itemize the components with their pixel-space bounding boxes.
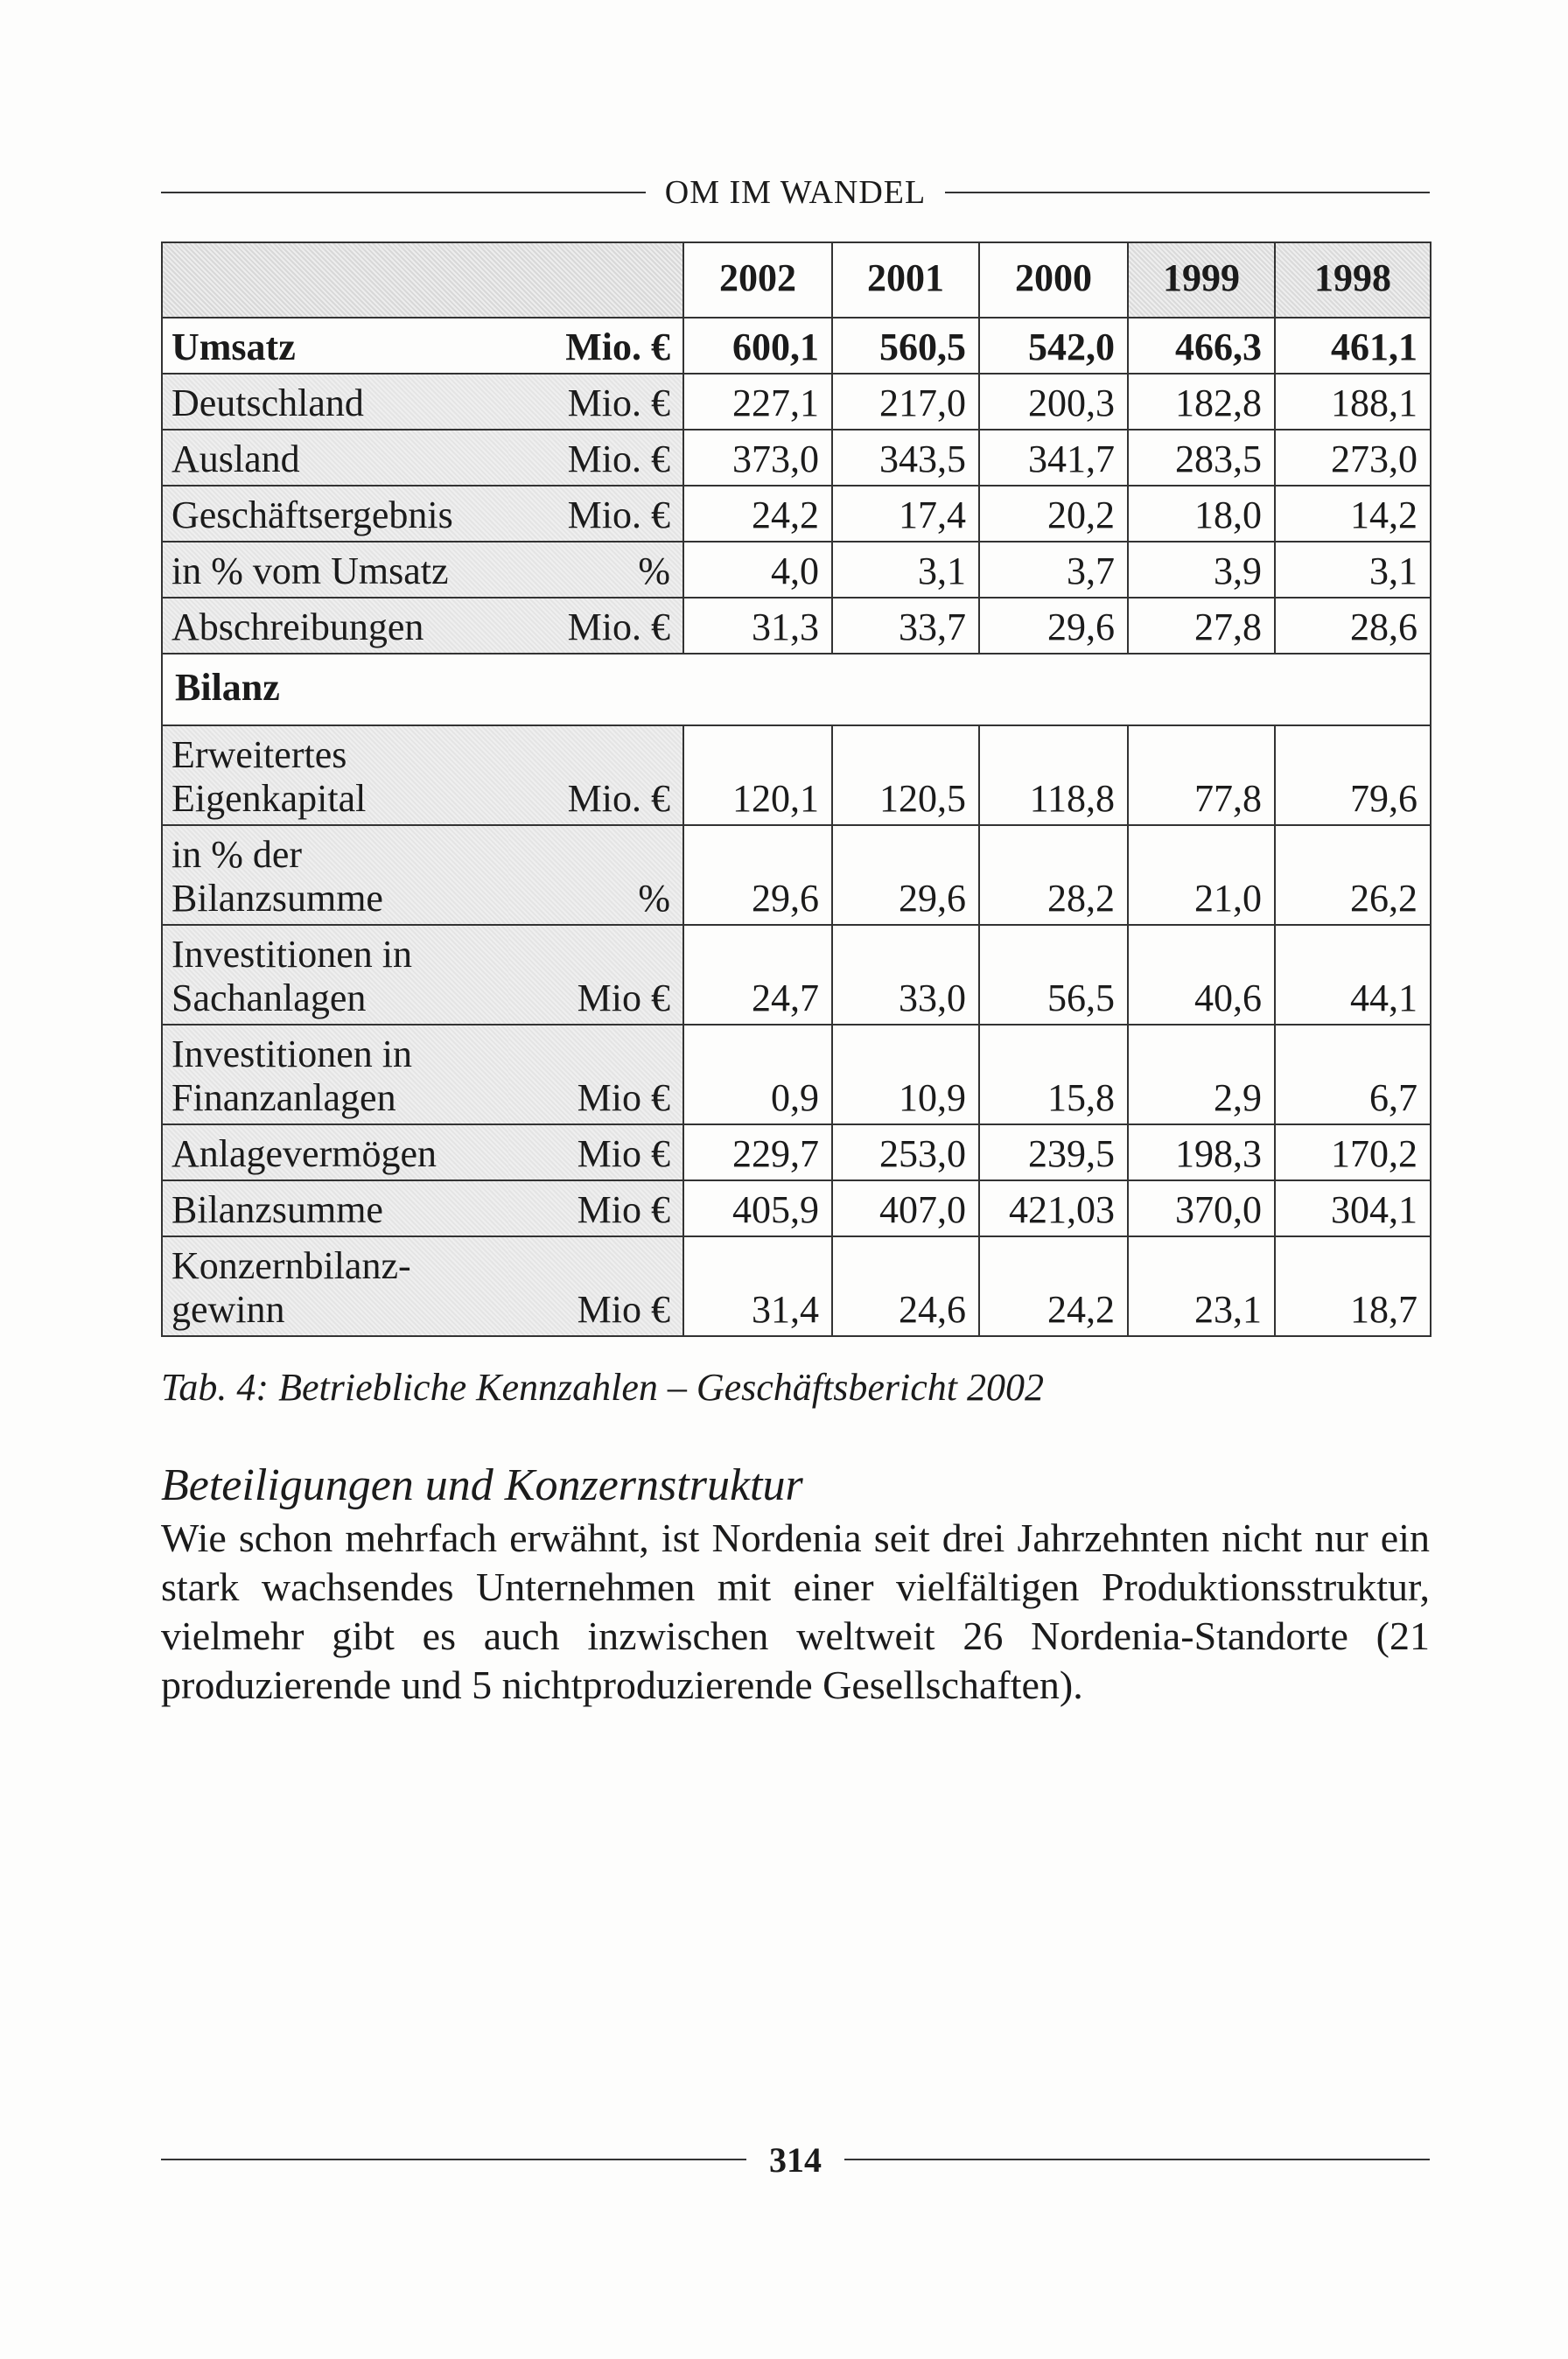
table-cell: 27,8 (1128, 598, 1275, 654)
running-head (161, 168, 1430, 217)
table-row (162, 542, 1431, 598)
table-cell: 253,0 (832, 1124, 979, 1180)
table-cell: 17,4 (832, 486, 979, 542)
table-row (162, 598, 1431, 654)
table-cell: 10,9 (832, 1025, 979, 1124)
table-cell: 229,7 (683, 1124, 832, 1180)
year-header: 2001 (832, 242, 979, 318)
row-label: in % vom Umsatz (162, 542, 508, 598)
header-rule-left (161, 192, 646, 193)
row-label: Anlagevermögen (162, 1124, 508, 1180)
table-cell: 341,7 (979, 430, 1128, 486)
table-corner-cell (162, 242, 683, 318)
table-cell: 405,9 (683, 1180, 832, 1236)
row-unit: % (508, 825, 683, 925)
table-section-row (162, 654, 1431, 725)
row-unit: Mio. € (508, 486, 683, 542)
row-label: Ausland (162, 430, 508, 486)
table-cell: 26,2 (1275, 825, 1431, 925)
row-unit: Mio € (508, 1124, 683, 1180)
body-paragraph: Wie schon mehrfach erwähnt, ist Nordenia seit drei Jahrzehnten nicht nur ein stark wachsendes Unternehmen mit einer vielfältigen Produktionsstruktur, vielmehr gibt es auch inzwischen weltweit 26 Nordenia-Standorte (21 produzierende und 5 nichtproduzierende Gesellschaften). (161, 1516, 1430, 1707)
table-cell: 24,2 (683, 486, 832, 542)
table-row (162, 925, 1431, 1025)
table-row (162, 374, 1431, 430)
row-unit: Mio. € (508, 725, 683, 825)
row-unit: Mio € (508, 1236, 683, 1336)
section-heading: Beteiligungen und Konzernstruktur (161, 1460, 803, 1510)
table-cell: 239,5 (979, 1124, 1128, 1180)
row-unit: % (508, 542, 683, 598)
table-cell: 29,6 (683, 825, 832, 925)
table-cell: 200,3 (979, 374, 1128, 430)
table-cell: 188,1 (1275, 374, 1431, 430)
running-head-title: OM IM WANDEL (664, 174, 927, 211)
row-unit: Mio € (508, 1180, 683, 1236)
row-label: Deutschland (162, 374, 508, 430)
table-cell: 15,8 (979, 1025, 1128, 1124)
row-label (162, 1236, 508, 1336)
table-cell: 600,1 (683, 318, 832, 374)
row-label-line: Konzernbilanz- (172, 1244, 411, 1287)
table-cell: 3,9 (1128, 542, 1275, 598)
table-row (162, 1025, 1431, 1124)
row-label-line: Sachanlagen (172, 976, 367, 1019)
table-cell: 217,0 (832, 374, 979, 430)
row-label-line: Investitionen in (172, 933, 412, 976)
row-label-line: gewinn (172, 1288, 285, 1331)
row-label-line: Bilanzsumme (172, 877, 383, 920)
table-cell: 466,3 (1128, 318, 1275, 374)
year-header: 2000 (979, 242, 1128, 318)
table-cell: 18,7 (1275, 1236, 1431, 1336)
row-unit: Mio. € (508, 318, 683, 374)
table-cell: 40,6 (1128, 925, 1275, 1025)
table-cell: 18,0 (1128, 486, 1275, 542)
table-cell: 2,9 (1128, 1025, 1275, 1124)
table-cell: 283,5 (1128, 430, 1275, 486)
row-label (162, 925, 508, 1025)
row-label (162, 725, 508, 825)
table-cell: 24,2 (979, 1236, 1128, 1336)
table-cell: 29,6 (832, 825, 979, 925)
section-label-bilanz: Bilanz (162, 654, 1431, 725)
table-cell: 33,0 (832, 925, 979, 1025)
row-label-line: Investitionen in (172, 1032, 412, 1075)
footer-rule-right (844, 2159, 1430, 2160)
page-number: 314 (769, 2139, 822, 2180)
table-cell: 182,8 (1128, 374, 1275, 430)
table-cell: 56,5 (979, 925, 1128, 1025)
table-row (162, 1236, 1431, 1336)
table-cell: 79,6 (1275, 725, 1431, 825)
table-cell: 227,1 (683, 374, 832, 430)
row-unit: Mio € (508, 1025, 683, 1124)
row-label: Umsatz (162, 318, 508, 374)
table-cell: 421,03 (979, 1180, 1128, 1236)
row-label-line: Eigenkapital (172, 777, 367, 820)
row-unit: Mio € (508, 925, 683, 1025)
table-cell: 0,9 (683, 1025, 832, 1124)
key-figures-table (161, 242, 1432, 1337)
table-cell: 118,8 (979, 725, 1128, 825)
table-cell: 120,5 (832, 725, 979, 825)
row-unit: Mio. € (508, 430, 683, 486)
table-cell: 170,2 (1275, 1124, 1431, 1180)
table-row (162, 486, 1431, 542)
table-row (162, 725, 1431, 825)
page-footer (161, 2135, 1430, 2184)
table-cell: 343,5 (832, 430, 979, 486)
table-cell: 23,1 (1128, 1236, 1275, 1336)
table-cell: 14,2 (1275, 486, 1431, 542)
table-cell: 4,0 (683, 542, 832, 598)
row-unit: Mio. € (508, 374, 683, 430)
table-row-umsatz (162, 318, 1431, 374)
table-cell: 21,0 (1128, 825, 1275, 925)
table-cell: 31,3 (683, 598, 832, 654)
year-header: 1998 (1275, 242, 1431, 318)
header-rule-right (945, 192, 1430, 193)
row-unit: Mio. € (508, 598, 683, 654)
table-caption: Tab. 4: Betriebliche Kennzahlen – Geschäftsbericht 2002 (161, 1366, 1045, 1409)
row-label: Geschäftsergebnis (162, 486, 508, 542)
row-label (162, 1025, 508, 1124)
table-cell: 28,2 (979, 825, 1128, 925)
table-cell: 542,0 (979, 318, 1128, 374)
row-label-line: Erweitertes (172, 733, 347, 776)
table-cell: 33,7 (832, 598, 979, 654)
table-cell: 304,1 (1275, 1180, 1431, 1236)
table-row (162, 1124, 1431, 1180)
row-label-line: Finanzanlagen (172, 1076, 396, 1119)
table-cell: 24,7 (683, 925, 832, 1025)
table-cell: 198,3 (1128, 1124, 1275, 1180)
footer-rule-left (161, 2159, 746, 2160)
table-row (162, 825, 1431, 925)
table-cell: 370,0 (1128, 1180, 1275, 1236)
table-cell: 3,7 (979, 542, 1128, 598)
row-label (162, 825, 508, 925)
table-cell: 29,6 (979, 598, 1128, 654)
table-row (162, 1180, 1431, 1236)
year-header: 1999 (1128, 242, 1275, 318)
table-cell: 28,6 (1275, 598, 1431, 654)
table-cell: 44,1 (1275, 925, 1431, 1025)
table-cell: 31,4 (683, 1236, 832, 1336)
table-cell: 461,1 (1275, 318, 1431, 374)
table-cell: 6,7 (1275, 1025, 1431, 1124)
table-cell: 407,0 (832, 1180, 979, 1236)
table-cell: 373,0 (683, 430, 832, 486)
table-cell: 24,6 (832, 1236, 979, 1336)
table-cell: 560,5 (832, 318, 979, 374)
table-cell: 20,2 (979, 486, 1128, 542)
row-label: Abschreibungen (162, 598, 508, 654)
table-cell: 3,1 (1275, 542, 1431, 598)
table-cell: 273,0 (1275, 430, 1431, 486)
year-header: 2002 (683, 242, 832, 318)
table-cell: 77,8 (1128, 725, 1275, 825)
table-cell: 3,1 (832, 542, 979, 598)
row-label: Bilanzsumme (162, 1180, 508, 1236)
table-header-row (162, 242, 1431, 318)
table-cell: 120,1 (683, 725, 832, 825)
table-row (162, 430, 1431, 486)
row-label-line: in % der (172, 833, 303, 876)
